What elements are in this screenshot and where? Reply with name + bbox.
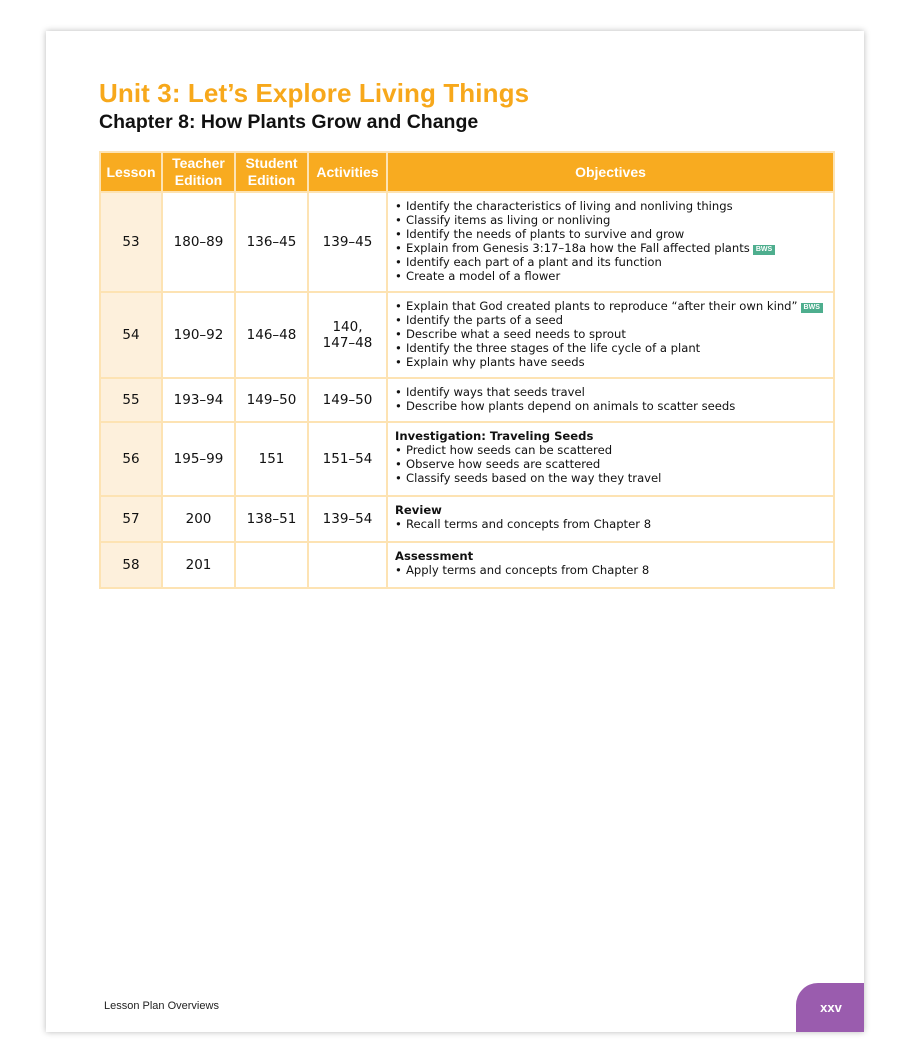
teacher-edition-cell: 201 xyxy=(162,542,235,588)
objective-text: Explain from Genesis 3:17–18a how the Fall affected plants xyxy=(406,241,750,255)
objective-text: Observe how seeds are scattered xyxy=(406,457,601,471)
bullet-icon: • xyxy=(395,227,402,241)
objectives-cell xyxy=(387,496,834,542)
objective-item xyxy=(395,341,827,355)
objective-item xyxy=(395,563,827,577)
student-edition-cell: 149–50 xyxy=(235,378,308,422)
bullet-icon: • xyxy=(395,385,402,399)
student-edition-cell: 138–51 xyxy=(235,496,308,542)
teacher-edition-cell: 190–92 xyxy=(162,292,235,378)
objective-text: Explain that God created plants to reproduce “after their own kind” xyxy=(406,299,798,313)
objective-item xyxy=(395,517,827,531)
bullet-icon: • xyxy=(395,517,402,531)
activities-cell xyxy=(308,542,387,588)
objective-text: Classify seeds based on the way they travel xyxy=(406,471,662,485)
objective-text: Classify items as living or nonliving xyxy=(406,213,611,227)
footer-label: Lesson Plan Overviews xyxy=(104,1000,219,1012)
activities-value: 147–48 xyxy=(322,335,373,351)
bullet-icon: • xyxy=(395,255,402,269)
lesson-plan-table xyxy=(99,151,835,589)
objective-item xyxy=(395,241,827,255)
objective-item xyxy=(395,269,827,283)
objectives-cell xyxy=(387,292,834,378)
activities-value: 139–54 xyxy=(322,511,373,527)
activities-cell xyxy=(308,422,387,496)
document-page xyxy=(46,31,864,1032)
objective-item xyxy=(395,443,827,457)
objectives-cell xyxy=(387,542,834,588)
objective-item xyxy=(395,213,827,227)
objective-text: Identify each part of a plant and its function xyxy=(406,255,662,269)
lesson-number-cell: 54 xyxy=(100,292,162,378)
objective-item xyxy=(395,199,827,213)
objective-text: Explain why plants have seeds xyxy=(406,355,585,369)
bws-badge: BWS xyxy=(753,245,775,255)
bullet-icon: • xyxy=(395,327,402,341)
objective-text: Recall terms and concepts from Chapter 8 xyxy=(406,517,652,531)
objective-item xyxy=(395,327,827,341)
objective-text: Identify the characteristics of living and nonliving things xyxy=(406,199,733,213)
activities-cell xyxy=(308,496,387,542)
activities-value: 140, xyxy=(332,319,363,335)
objective-text: Create a model of a flower xyxy=(406,269,561,283)
objectives-cell xyxy=(387,378,834,422)
header-lesson: Lesson xyxy=(100,152,162,192)
lesson-number-cell: 57 xyxy=(100,496,162,542)
student-edition-cell: 151 xyxy=(235,422,308,496)
activities-value: 139–45 xyxy=(322,234,373,250)
activities-cell xyxy=(308,378,387,422)
table-row xyxy=(100,542,834,588)
objective-item xyxy=(395,385,827,399)
table-row xyxy=(100,378,834,422)
objective-item xyxy=(395,299,827,313)
objective-text: Identify the three stages of the life cycle of a plant xyxy=(406,341,701,355)
objective-item xyxy=(395,457,827,471)
student-edition-cell xyxy=(235,542,308,588)
bullet-icon: • xyxy=(395,399,402,413)
lesson-number-cell: 58 xyxy=(100,542,162,588)
table-row xyxy=(100,422,834,496)
header-teacher-edition: Teacher Edition xyxy=(162,152,235,192)
objective-text: Predict how seeds can be scattered xyxy=(406,443,613,457)
header-objectives: Objectives xyxy=(387,152,834,192)
objective-item xyxy=(395,355,827,369)
lesson-number-cell: 55 xyxy=(100,378,162,422)
table-row xyxy=(100,292,834,378)
teacher-edition-cell: 193–94 xyxy=(162,378,235,422)
bullet-icon: • xyxy=(395,313,402,327)
bullet-icon: • xyxy=(395,299,402,313)
table-row xyxy=(100,192,834,292)
activities-value: 149–50 xyxy=(322,392,373,408)
header-student-edition: Student Edition xyxy=(235,152,308,192)
teacher-edition-cell: 180–89 xyxy=(162,192,235,292)
student-edition-cell: 146–48 xyxy=(235,292,308,378)
objective-item xyxy=(395,471,827,485)
objectives-heading: Review xyxy=(395,503,442,517)
chapter-title: Chapter 8: How Plants Grow and Change xyxy=(99,111,479,133)
table-row xyxy=(100,496,834,542)
bullet-icon: • xyxy=(395,341,402,355)
objective-item xyxy=(395,227,827,241)
objective-item xyxy=(395,313,827,327)
teacher-edition-cell: 195–99 xyxy=(162,422,235,496)
unit-title: Unit 3: Let’s Explore Living Things xyxy=(99,78,530,108)
activities-value: 151–54 xyxy=(322,451,373,467)
bullet-icon: • xyxy=(395,471,402,485)
bullet-icon: • xyxy=(395,199,402,213)
activities-cell xyxy=(308,292,387,378)
student-edition-cell: 136–45 xyxy=(235,192,308,292)
bullet-icon: • xyxy=(395,443,402,457)
bullet-icon: • xyxy=(395,241,402,255)
objective-text: Identify the needs of plants to survive and grow xyxy=(406,227,685,241)
header-activities: Activities xyxy=(308,152,387,192)
objectives-cell xyxy=(387,192,834,292)
page-number-tab: xxv xyxy=(796,983,864,1032)
objectives-heading: Investigation: Traveling Seeds xyxy=(395,429,594,443)
objective-text: Apply terms and concepts from Chapter 8 xyxy=(406,563,650,577)
objective-item xyxy=(395,255,827,269)
lesson-number-cell: 53 xyxy=(100,192,162,292)
table-header-row xyxy=(100,152,834,192)
activities-cell xyxy=(308,192,387,292)
lesson-number-cell: 56 xyxy=(100,422,162,496)
bullet-icon: • xyxy=(395,269,402,283)
bullet-icon: • xyxy=(395,457,402,471)
bullet-icon: • xyxy=(395,355,402,369)
objective-item xyxy=(395,399,827,413)
bullet-icon: • xyxy=(395,213,402,227)
objective-text: Identify the parts of a seed xyxy=(406,313,563,327)
objective-text: Identify ways that seeds travel xyxy=(406,385,585,399)
bws-badge: BWS xyxy=(801,303,823,313)
objective-text: Describe how plants depend on animals to scatter seeds xyxy=(406,399,736,413)
objectives-heading: Assessment xyxy=(395,549,474,563)
objectives-cell xyxy=(387,422,834,496)
bullet-icon: • xyxy=(395,563,402,577)
objective-text: Describe what a seed needs to sprout xyxy=(406,327,626,341)
teacher-edition-cell: 200 xyxy=(162,496,235,542)
